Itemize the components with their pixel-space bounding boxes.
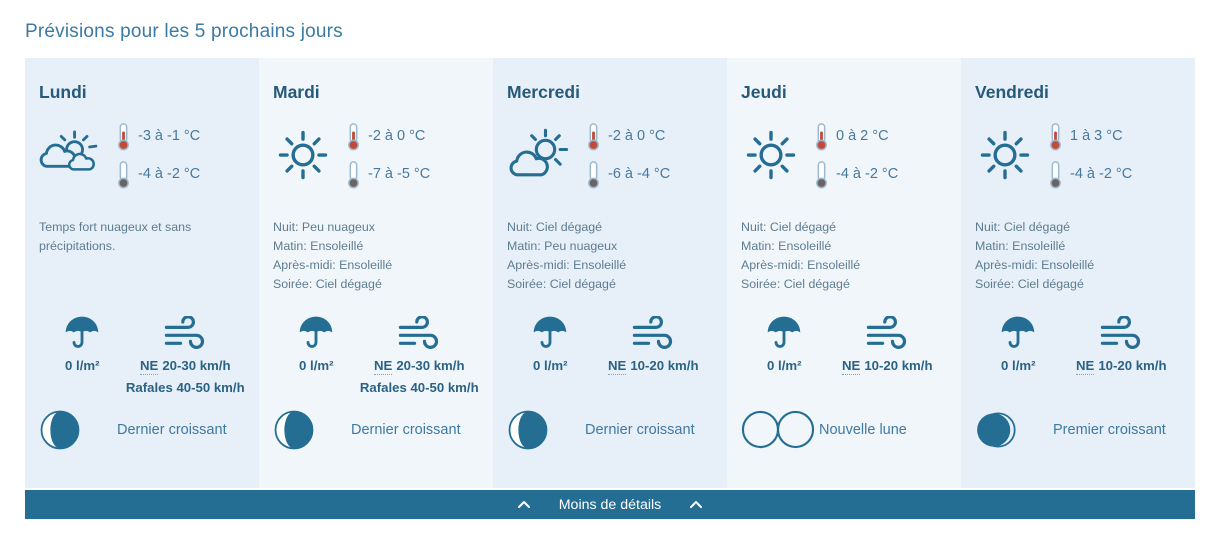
precipitation-value: 0 l/m² bbox=[767, 358, 802, 373]
temp-min: -7 à -5 °C bbox=[368, 166, 431, 182]
wind-speed: 20-30 km/h bbox=[396, 358, 465, 373]
thermometer-min-icon bbox=[346, 160, 361, 189]
sun-icon bbox=[975, 125, 1035, 185]
forecast-cards bbox=[25, 58, 1195, 488]
moon-phase bbox=[39, 409, 245, 451]
temp-max: -2 à 0 °C bbox=[368, 128, 426, 144]
forecast-widget bbox=[0, 21, 1224, 519]
day-name: Vendredi bbox=[975, 82, 1049, 102]
day-description bbox=[39, 218, 245, 298]
description-line: Matin: Ensoleillé bbox=[273, 239, 364, 253]
wind-speed: 10-20 km/h bbox=[630, 358, 699, 373]
thermometer-min-icon bbox=[116, 160, 131, 189]
day-name: Mardi bbox=[273, 82, 320, 102]
day-description bbox=[975, 218, 1181, 298]
chevron-up-icon bbox=[517, 500, 531, 509]
day-description bbox=[273, 218, 479, 298]
description-line: Après-midi: Ensoleillé bbox=[975, 258, 1095, 272]
thermometer-min-icon bbox=[586, 160, 601, 189]
description-line: Nuit: Ciel dégagé bbox=[975, 220, 1071, 234]
thermometer-max-icon bbox=[116, 122, 131, 151]
wind-direction: NE bbox=[842, 358, 861, 373]
description-line: Après-midi: Ensoleillé bbox=[507, 258, 627, 272]
sun-behind-cloud-icon bbox=[507, 127, 573, 183]
description-line: Nuit: Ciel dégagé bbox=[741, 220, 837, 234]
temperatures bbox=[346, 122, 430, 189]
temp-max: -3 à -1 °C bbox=[138, 128, 201, 144]
temp-min: -4 à -2 °C bbox=[836, 166, 899, 182]
day-card[interactable] bbox=[259, 58, 493, 488]
wind-gusts: Rafales 40-50 km/h bbox=[125, 380, 245, 395]
wind-direction: NE bbox=[374, 358, 393, 373]
moon-phase-label: Premier croissant bbox=[1053, 422, 1166, 438]
temp-max: -2 à 0 °C bbox=[608, 128, 666, 144]
description-line: Soirée: Ciel dégagé bbox=[273, 277, 382, 291]
umbrella-icon bbox=[530, 310, 570, 352]
description-line: Soirée: Ciel dégagé bbox=[741, 277, 850, 291]
thermometer-min-icon bbox=[814, 160, 829, 189]
description-line: Soirée: Ciel dégagé bbox=[507, 277, 616, 291]
description-line: Après-midi: Ensoleillé bbox=[273, 258, 393, 272]
precipitation-value: 0 l/m² bbox=[299, 358, 334, 373]
wind-icon bbox=[162, 310, 208, 352]
day-description bbox=[741, 218, 947, 298]
wind-value bbox=[1076, 358, 1167, 373]
temperatures bbox=[586, 122, 670, 189]
umbrella-icon bbox=[62, 310, 102, 352]
wind-speed: 10-20 km/h bbox=[864, 358, 933, 373]
description-line: Matin: Ensoleillé bbox=[741, 239, 832, 253]
day-description bbox=[507, 218, 713, 298]
description-line: Temps fort nuageux et sans précipitations. bbox=[39, 220, 192, 253]
metrics bbox=[507, 310, 713, 399]
sun-icon bbox=[273, 125, 333, 185]
thermometer-max-icon bbox=[814, 122, 829, 151]
wind-icon bbox=[396, 310, 442, 352]
new-moon-icon bbox=[741, 409, 819, 450]
day-name: Mercredi bbox=[507, 82, 580, 102]
day-card[interactable] bbox=[727, 58, 961, 488]
wind-value bbox=[842, 358, 933, 373]
temp-min: -4 à -2 °C bbox=[1070, 166, 1133, 182]
umbrella-icon bbox=[764, 310, 804, 352]
wind-icon bbox=[864, 310, 910, 352]
metrics bbox=[273, 310, 479, 399]
precipitation-value: 0 l/m² bbox=[65, 358, 100, 373]
description-line: Nuit: Peu nuageux bbox=[273, 220, 375, 234]
day-card[interactable] bbox=[25, 58, 259, 488]
moon-phase-label: Dernier croissant bbox=[117, 422, 227, 438]
umbrella-icon bbox=[998, 310, 1038, 352]
sun-icon bbox=[741, 125, 801, 185]
toggle-details-button[interactable] bbox=[25, 490, 1195, 519]
wind-icon bbox=[630, 310, 676, 352]
description-line: Après-midi: Ensoleillé bbox=[741, 258, 861, 272]
moon-phase-label: Nouvelle lune bbox=[819, 421, 907, 438]
temp-min: -6 à -4 °C bbox=[608, 166, 671, 182]
day-card[interactable] bbox=[961, 58, 1195, 488]
moon-phase-label: Dernier croissant bbox=[351, 422, 461, 438]
metrics bbox=[741, 310, 947, 399]
description-line: Matin: Peu nuageux bbox=[507, 239, 618, 253]
thermometer-min-icon bbox=[1048, 160, 1063, 189]
wind-speed: 10-20 km/h bbox=[1098, 358, 1167, 373]
day-name: Lundi bbox=[39, 82, 87, 102]
description-line: Matin: Ensoleillé bbox=[975, 239, 1066, 253]
day-card[interactable] bbox=[493, 58, 727, 488]
description-line: Soirée: Ciel dégagé bbox=[975, 277, 1084, 291]
wind-direction: NE bbox=[140, 358, 159, 373]
thermometer-max-icon bbox=[586, 122, 601, 151]
description-line: Nuit: Ciel dégagé bbox=[507, 220, 603, 234]
moon-phase bbox=[273, 409, 479, 451]
temp-max: 1 à 3 °C bbox=[1070, 128, 1123, 144]
wind-value bbox=[140, 358, 231, 373]
moon-phase-label: Dernier croissant bbox=[585, 422, 695, 438]
waning-crescent-icon bbox=[273, 409, 351, 451]
metrics bbox=[975, 310, 1181, 399]
wind-direction: NE bbox=[608, 358, 627, 373]
precipitation-value: 0 l/m² bbox=[1001, 358, 1036, 373]
wind-direction: NE bbox=[1076, 358, 1095, 373]
moon-phase bbox=[975, 409, 1181, 451]
moon-phase bbox=[507, 409, 713, 451]
temperatures bbox=[1048, 122, 1132, 189]
waxing-crescent-icon bbox=[975, 409, 1053, 451]
temp-max: 0 à 2 °C bbox=[836, 128, 889, 144]
precipitation-value: 0 l/m² bbox=[533, 358, 568, 373]
thermometer-max-icon bbox=[346, 122, 361, 151]
wind-value bbox=[374, 358, 465, 373]
waning-crescent-icon bbox=[507, 409, 585, 451]
wind-value bbox=[608, 358, 699, 373]
metrics bbox=[39, 310, 245, 399]
temperatures bbox=[814, 122, 898, 189]
wind-gusts: Rafales 40-50 km/h bbox=[359, 380, 479, 395]
toggle-details-label: Moins de détails bbox=[558, 496, 662, 513]
sun-behind-clouds-icon bbox=[39, 129, 103, 181]
chevron-up-icon bbox=[689, 500, 703, 509]
wind-speed: 20-30 km/h bbox=[162, 358, 231, 373]
temperatures bbox=[116, 122, 200, 189]
thermometer-max-icon bbox=[1048, 122, 1063, 151]
waning-crescent-icon bbox=[39, 409, 117, 451]
section-title: Prévisions pour les 5 prochains jours bbox=[25, 21, 343, 42]
day-name: Jeudi bbox=[741, 82, 787, 102]
wind-icon bbox=[1098, 310, 1144, 352]
temp-min: -4 à -2 °C bbox=[138, 166, 201, 182]
umbrella-icon bbox=[296, 310, 336, 352]
moon-phase bbox=[741, 409, 947, 450]
